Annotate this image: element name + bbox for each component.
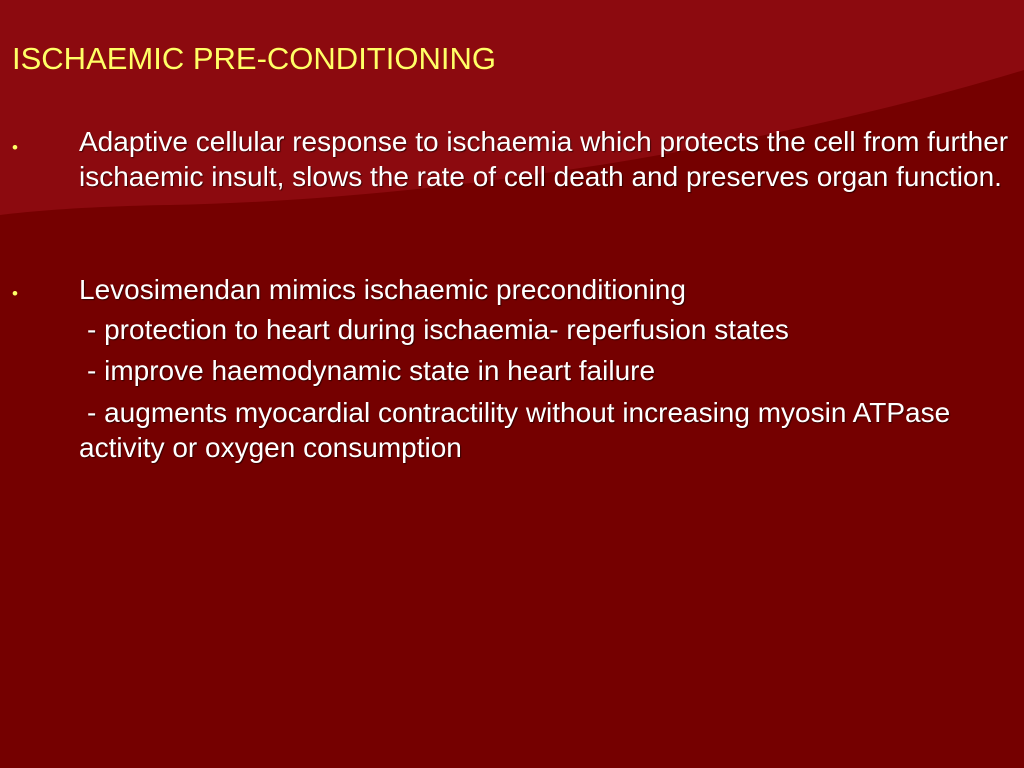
sub-item-3 <box>79 395 1009 465</box>
slide-title: ISCHAEMIC PRE-CONDITIONING <box>12 41 496 76</box>
bullet-text-2: Levosimendan mimics ischaemic preconditioning <box>79 274 686 305</box>
bullet-text-1: Adaptive cellular response to ischaemia which protects the cell from further ischaemic insult, slows the rate of cell death and preserves organ function. <box>79 126 1009 192</box>
sub-item-2 <box>79 353 1009 388</box>
sub-item-1 <box>79 312 1009 347</box>
bullet-marker-2: • <box>12 284 18 303</box>
sub-item-1-text: - protection to heart during ischaemia- reperfusion states <box>87 314 789 345</box>
bullet-marker-1: • <box>12 138 18 157</box>
sub-item-3-text: - augments myocardial contractility without increasing myosin ATPase activity or oxygen consumption <box>79 397 951 463</box>
sub-item-2-text: - improve haemodynamic state in heart failure <box>87 355 656 386</box>
